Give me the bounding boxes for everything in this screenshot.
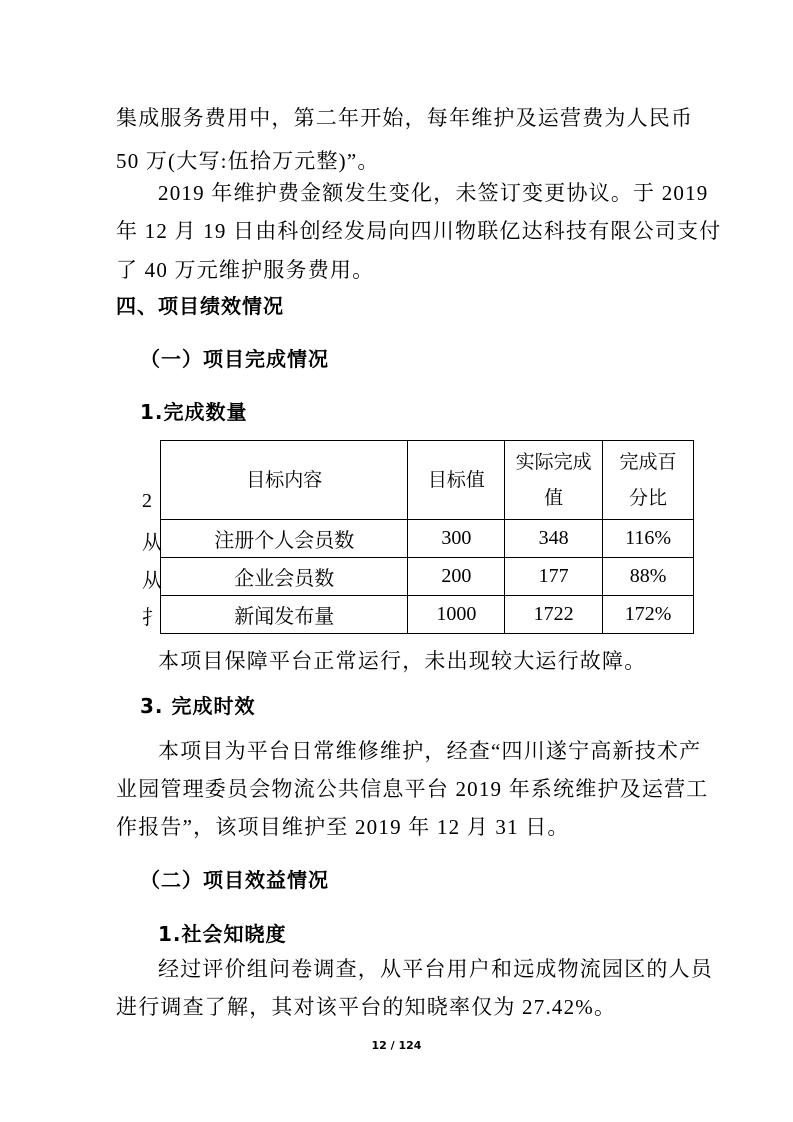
cell-actual: 348 bbox=[505, 520, 603, 558]
edge-mark: 扌 bbox=[142, 607, 162, 629]
header-actual-line2: 值 bbox=[544, 487, 564, 509]
subsection-heading: （一）项目完成情况 bbox=[140, 347, 329, 371]
cell-target: 300 bbox=[408, 520, 505, 558]
cell-actual: 177 bbox=[505, 558, 603, 596]
header-percent-line1: 完成百 bbox=[619, 451, 677, 473]
header-actual-line1: 实际完成 bbox=[515, 451, 592, 473]
item-heading: 1.社会知晓度 bbox=[158, 922, 287, 946]
subsection-heading: （二）项目效益情况 bbox=[140, 868, 329, 892]
paragraph-line: 进行调查了解，其对该平台的知晓率仅为 27.42%。 bbox=[116, 995, 617, 1019]
paragraph-line: 本项目为平台日常维修维护，经查“四川遂宁高新技术产 bbox=[158, 739, 702, 763]
table-header-row bbox=[161, 441, 694, 520]
cell-percent: 172% bbox=[603, 596, 694, 634]
header-completion-percent bbox=[603, 441, 694, 520]
paragraph-line: 了 40 万元维护服务费用。 bbox=[116, 258, 375, 282]
edge-mark: 从 bbox=[142, 570, 162, 592]
paragraph-line: 2019 年维护费金额发生变化，未签订变更协议。于 2019 bbox=[158, 181, 709, 205]
item-heading: 3. 完成时效 bbox=[140, 694, 256, 718]
cell-content: 注册个人会员数 bbox=[161, 520, 408, 558]
edge-mark: 从 bbox=[142, 532, 162, 554]
paragraph-line: 集成服务费用中，第二年开始，每年维护及运营费为人民币 bbox=[116, 106, 694, 130]
completion-table bbox=[160, 440, 694, 634]
header-actual-value bbox=[505, 441, 603, 520]
cell-target: 1000 bbox=[408, 596, 505, 634]
header-target-value: 目标值 bbox=[408, 441, 505, 520]
cell-content: 企业会员数 bbox=[161, 558, 408, 596]
cell-percent: 88% bbox=[603, 558, 694, 596]
header-percent-line2: 分比 bbox=[629, 487, 668, 509]
cell-content: 新闻发布量 bbox=[161, 596, 408, 634]
paragraph-line: 50 万(大写:伍拾万元整)”。 bbox=[116, 149, 380, 173]
cell-target: 200 bbox=[408, 558, 505, 596]
paragraph-line: 作报告”，该项目维护至 2019 年 12 月 31 日。 bbox=[116, 815, 570, 839]
paragraph-line: 本项目保障平台正常运行，未出现较大运行故障。 bbox=[158, 649, 647, 673]
cell-actual: 1722 bbox=[505, 596, 603, 634]
paragraph-line: 业园管理委员会物流公共信息平台 2019 年系统维护及运营工 bbox=[116, 777, 709, 801]
cell-percent: 116% bbox=[603, 520, 694, 558]
paragraph-line: 经过评价组问卷调查，从平台用户和远成物流园区的人员 bbox=[158, 957, 713, 981]
table-row bbox=[161, 558, 694, 596]
table-row bbox=[161, 520, 694, 558]
item-heading: 1.完成数量 bbox=[140, 400, 248, 424]
header-target-content: 目标内容 bbox=[161, 441, 408, 520]
table-row bbox=[161, 596, 694, 634]
section-heading: 四、项目绩效情况 bbox=[116, 294, 284, 318]
page-number: 12 / 124 bbox=[371, 1039, 422, 1052]
paragraph-line: 年 12 月 19 日由科创经发局向四川物联亿达科技有限公司支付 bbox=[116, 219, 722, 243]
edge-mark: 2 bbox=[142, 490, 152, 512]
